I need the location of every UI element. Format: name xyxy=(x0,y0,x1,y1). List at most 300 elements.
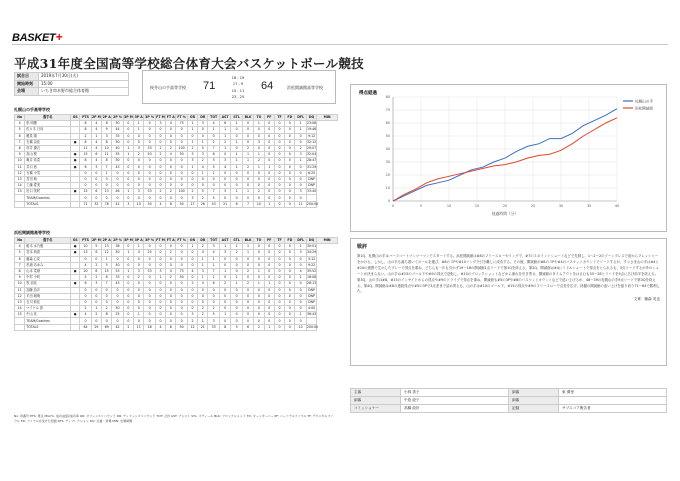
y-tick-label: 60 xyxy=(385,121,390,126)
table-cell: 71 xyxy=(80,201,91,207)
table-cell: 0 xyxy=(198,293,208,299)
table-cell: 2 xyxy=(166,275,176,281)
table-row xyxy=(15,201,338,207)
table-cell: 5 xyxy=(208,195,219,201)
table-cell: 25 xyxy=(144,250,155,256)
logo-plus: + xyxy=(55,30,63,44)
table-cell: 0 xyxy=(155,158,165,164)
table-cell: 0 xyxy=(219,256,230,262)
table-cell: 26 xyxy=(198,201,208,207)
table-cell: 46 xyxy=(112,189,123,195)
table-cell: 0 xyxy=(208,183,219,189)
table-cell: 33 xyxy=(208,324,219,330)
table-cell: 0 xyxy=(219,299,230,305)
table-cell: 3 xyxy=(187,152,197,158)
table-cell: 6 xyxy=(15,256,25,262)
table-cell: 0 xyxy=(285,293,295,299)
table-cell: 33 xyxy=(112,133,123,139)
column-header: FT M xyxy=(156,115,165,120)
column-header: PF xyxy=(264,238,274,244)
table-cell: 0 xyxy=(285,189,295,195)
table-cell: 1 xyxy=(123,268,133,274)
y-tick-label: 0 xyxy=(387,199,390,204)
table-cell: 0 xyxy=(242,275,253,281)
table-cell: 10 xyxy=(295,324,306,330)
table-cell: 1 xyxy=(134,312,144,318)
table-cell: 0 xyxy=(295,170,306,176)
official-name: 東 優里 xyxy=(559,389,667,397)
table-cell: 0 xyxy=(274,201,284,207)
table-cell: 43 xyxy=(112,281,123,287)
table-cell: 0 xyxy=(166,312,176,318)
table-cell: 3 xyxy=(219,158,230,164)
table-cell: 0 xyxy=(155,244,165,250)
table-cell: 21 xyxy=(219,201,230,207)
column-header: TO xyxy=(254,238,264,244)
table-cell: 100 xyxy=(176,145,187,151)
table-cell: 0 xyxy=(187,176,197,182)
table-cell: 0 xyxy=(254,306,264,312)
table-cell: 5 xyxy=(208,164,219,170)
table-cell: 0 xyxy=(198,183,208,189)
table-cell: 藤森 心花 xyxy=(25,256,71,262)
info-row xyxy=(15,73,129,81)
table-cell: 0 xyxy=(285,183,295,189)
table-cell: 0 xyxy=(144,244,155,250)
table-cell: 6 xyxy=(208,152,219,158)
table-cell: 5 xyxy=(198,189,208,195)
table-cell: 1 xyxy=(198,275,208,281)
table-cell: 1 xyxy=(254,152,264,158)
table-cell: 0 xyxy=(254,127,264,133)
column-header: DFL xyxy=(295,115,306,121)
table-cell: 0 xyxy=(144,127,155,133)
table-cell: ● xyxy=(71,250,80,256)
table-cell: 0 xyxy=(274,133,284,139)
column-header: 2P % xyxy=(113,238,122,243)
table-cell: 0 xyxy=(91,299,101,305)
table-cell: ● xyxy=(71,164,80,170)
table-cell: 18:08 xyxy=(306,275,317,280)
table-cell: 0 xyxy=(112,318,123,324)
table-cell: 0 xyxy=(166,127,176,133)
table-cell: 0 xyxy=(242,183,253,189)
table-cell: 6 xyxy=(219,121,230,127)
table-cell: 32:12 xyxy=(306,139,317,144)
table-cell: 0 xyxy=(295,287,306,293)
table-cell: 33:40 xyxy=(306,189,317,194)
table-cell: 0 xyxy=(274,312,284,318)
y-tick-label: 50 xyxy=(385,134,390,139)
table-cell: 1 xyxy=(254,268,264,274)
table-cell: 1 xyxy=(134,127,144,133)
table-cell: 0 xyxy=(187,299,197,305)
table-cell: 3 xyxy=(134,268,144,274)
column-header: No xyxy=(15,238,25,244)
table-cell: 0 xyxy=(219,176,230,182)
table-cell: 0 xyxy=(187,262,197,268)
table-cell: 5 xyxy=(198,145,208,151)
table-cell: 1 xyxy=(219,133,230,139)
table-cell: 0 xyxy=(187,170,197,176)
officials-row xyxy=(351,389,667,397)
table-cell: 4 xyxy=(208,250,219,256)
table-cell: 0 xyxy=(198,127,208,133)
column-header: MIN xyxy=(317,238,338,244)
table-cell: 1 xyxy=(242,250,253,256)
home-team-name: 桜井山の手高等学校 xyxy=(150,85,186,90)
table-cell: 1 xyxy=(198,256,208,262)
table-cell: 7 xyxy=(208,268,219,274)
x-tick-label: 20 xyxy=(502,204,508,208)
table-cell: 3 xyxy=(91,164,101,170)
column-header: FT % xyxy=(177,238,186,243)
table-cell: 0 xyxy=(134,281,144,287)
table-cell: 1 xyxy=(198,139,208,145)
table-cell: 0 xyxy=(80,183,91,189)
table-cell: 1 xyxy=(219,268,230,274)
table-cell: 0 xyxy=(274,121,284,127)
table-cell: 0 xyxy=(134,318,144,324)
table-cell: 14 xyxy=(15,306,25,312)
table-cell: 4 xyxy=(155,201,165,207)
table-cell xyxy=(71,324,80,330)
table-cell: 0 xyxy=(176,183,187,189)
table-cell: 6 xyxy=(102,275,112,281)
table-cell: 0 xyxy=(102,195,112,201)
table-cell: 0 xyxy=(219,293,230,299)
table-cell: 1 xyxy=(264,281,274,287)
table-cell: 38 xyxy=(112,244,123,250)
table-cell: ● xyxy=(71,139,80,145)
table-cell: 1 xyxy=(264,324,274,330)
team-a-stats-table xyxy=(14,114,338,208)
table-cell: 0 xyxy=(123,281,133,287)
column-header: 3P M xyxy=(123,115,133,120)
table-cell: 0 xyxy=(102,318,112,324)
column-header: TF xyxy=(274,238,284,244)
table-cell: 34:29 xyxy=(306,250,317,255)
game-info-table xyxy=(14,72,129,96)
table-cell: 0 xyxy=(134,262,144,268)
table-cell: 5 xyxy=(208,158,219,164)
table-cell: 1 xyxy=(198,170,208,176)
table-cell: 1 xyxy=(242,152,253,158)
table-cell: 1 xyxy=(219,127,230,133)
table-cell: DNP xyxy=(308,183,315,188)
table-cell: 0 xyxy=(231,299,242,305)
table-cell: 4 xyxy=(198,250,208,256)
table-cell: 0 xyxy=(242,127,253,133)
table-cell: 0 xyxy=(231,262,242,268)
table-cell: 4 xyxy=(91,121,101,127)
table-cell: 4 xyxy=(134,250,144,256)
table-cell: 8 xyxy=(15,268,25,274)
table-cell: 0 xyxy=(274,170,284,176)
table-cell: 0 xyxy=(123,121,133,127)
table-cell: 0 xyxy=(208,287,219,293)
table-cell: 1 xyxy=(102,170,112,176)
table-cell: 0 xyxy=(285,244,295,250)
table-cell: 0 xyxy=(285,139,295,145)
table-cell: 0 xyxy=(285,158,295,164)
table-cell: 0 xyxy=(231,133,242,139)
table-cell: 3 xyxy=(155,121,165,127)
table-cell: 2 xyxy=(254,324,264,330)
table-cell: 0 xyxy=(285,306,295,312)
table-cell: 0 xyxy=(274,139,284,145)
column-header: GS xyxy=(71,238,80,244)
legend-entry: 浜松開誠館 xyxy=(635,106,653,111)
table-cell: 0 xyxy=(144,121,155,127)
table-cell: 0 xyxy=(264,158,274,164)
table-cell: 0 xyxy=(285,275,295,281)
table-cell: 0 xyxy=(231,176,242,182)
table-cell: 2 xyxy=(231,250,242,256)
table-cell: 0 xyxy=(264,262,274,268)
table-cell: 9 xyxy=(102,127,112,133)
table-cell: 0 xyxy=(274,145,284,151)
table-cell: 12 xyxy=(15,170,25,176)
table-cell: 0 xyxy=(112,170,123,176)
officials-table xyxy=(350,388,667,413)
table-cell: 1 xyxy=(134,121,144,127)
table-cell: 7 xyxy=(15,262,25,268)
table-cell: 0 xyxy=(176,318,187,324)
table-cell: 11 xyxy=(295,201,306,207)
y-tick-label: 20 xyxy=(385,173,390,178)
column-header: PTS xyxy=(80,238,91,244)
logo xyxy=(12,30,62,44)
table-cell: 0 xyxy=(295,176,306,182)
officials-row xyxy=(351,397,667,405)
table-cell: 0 xyxy=(166,133,176,139)
column-header: FT % xyxy=(177,115,186,120)
table-cell: 0 xyxy=(219,152,230,158)
table-cell: 69 xyxy=(102,324,112,330)
table-cell: 0 xyxy=(274,244,284,250)
table-cell: 0 xyxy=(134,299,144,305)
table-cell: 6 xyxy=(80,281,91,287)
table-cell: 2 xyxy=(134,152,144,158)
table-cell: 0 xyxy=(219,287,230,293)
table-cell: 4 xyxy=(166,121,176,127)
table-cell: 0 xyxy=(112,256,123,262)
table-cell: 0 xyxy=(144,176,155,182)
table-cell: 0 xyxy=(208,176,219,182)
table-cell: 0 xyxy=(80,299,91,305)
table-cell: 0 xyxy=(264,127,274,133)
table-cell: 1 xyxy=(254,281,264,287)
table-cell: 0 xyxy=(285,256,295,262)
table-cell: 0 xyxy=(295,299,306,305)
table-cell: 2 xyxy=(198,312,208,318)
table-cell: 0 xyxy=(295,164,306,170)
table-cell: 0 xyxy=(134,133,144,139)
table-cell: 1 xyxy=(187,127,197,133)
table-cell: 0 xyxy=(144,158,155,164)
table-cell: 0 xyxy=(274,262,284,268)
table-cell: 0 xyxy=(274,324,284,330)
table-cell: 8 xyxy=(166,201,176,207)
table-cell: 0 xyxy=(274,256,284,262)
table-cell: 8 xyxy=(102,121,112,127)
table-cell: 32 xyxy=(91,201,101,207)
table-cell: 0 xyxy=(80,195,91,201)
table-cell: 0 xyxy=(274,299,284,305)
table-cell: 13 xyxy=(102,244,112,250)
table-cell: 0 xyxy=(112,176,123,182)
table-cell: 11 xyxy=(102,152,112,158)
table-cell: 50 xyxy=(112,250,123,256)
table-cell: 0 xyxy=(295,293,306,299)
table-cell: 0 xyxy=(176,176,187,182)
table-cell: 0 xyxy=(242,312,253,318)
table-cell: 3 xyxy=(134,189,144,195)
table-cell: 0 xyxy=(102,287,112,293)
table-cell: 0 xyxy=(91,170,101,176)
chart-svg xyxy=(351,85,668,233)
table-cell: DNP xyxy=(308,293,315,298)
table-cell: 0 xyxy=(166,164,176,170)
table-cell: DNP xyxy=(308,299,315,304)
table-cell: 0 xyxy=(155,176,165,182)
table-cell: 0 xyxy=(285,318,295,324)
table-cell: 3 xyxy=(254,139,264,145)
table-cell: 11 xyxy=(15,164,25,170)
table-cell: 3 xyxy=(198,121,208,127)
table-cell: 200:00 xyxy=(306,324,319,329)
table-cell: DNP xyxy=(308,287,315,292)
table-cell: 50 xyxy=(176,275,187,281)
table-cell: 2 xyxy=(208,139,219,145)
table-cell: 2 xyxy=(242,145,253,151)
table-cell: TEAM/Coaches xyxy=(25,318,71,324)
team-b-label: 浜松開誠館高等学校 xyxy=(14,230,50,235)
table-cell: 0 xyxy=(123,299,133,305)
table-cell: 3 xyxy=(91,281,101,287)
table-cell: 1 xyxy=(208,262,219,268)
table-cell: 1 xyxy=(134,244,144,250)
table-cell: 8 xyxy=(80,127,91,133)
table-cell: 3:12 xyxy=(307,256,316,261)
table-cell: 0 xyxy=(91,183,101,189)
column-header: 2P % xyxy=(113,115,122,120)
table-cell: 50 xyxy=(112,139,123,145)
table-cell: 0 xyxy=(285,201,295,207)
table-cell: 0 xyxy=(219,306,230,312)
table-cell: 1 xyxy=(231,139,242,145)
column-header: 2P A xyxy=(102,115,111,120)
page-title: 平成31年度全国高等学校総合体育大会バスケットボール競技 xyxy=(14,56,364,71)
table-cell: 1 xyxy=(187,244,197,250)
stats-legend: No: 背番号 PTS: 得点 M/A/%: 成功/試投/成功率 OR: オフェンスリバウンド DR: ディフェンスリバウンド TOT: 合計 AST: アシスト STL: スティール BLK: ブロックショット TO: ターンオーバー PF: パーソナルファウル TF: テクニカルファウル FD: ファウルを受けた回数 DFL: ディフレクション DQ: 失格・退場 MIN: 出場時間 xyxy=(14,414,334,424)
column-header: PF xyxy=(264,115,274,121)
table-cell: 3 xyxy=(295,152,306,158)
table-cell: 1 xyxy=(208,127,219,133)
table-cell: 40 xyxy=(112,145,123,151)
table-cell: 工藤 愛美 xyxy=(25,183,71,189)
table-cell xyxy=(15,201,25,207)
table-cell: 0 xyxy=(102,293,112,299)
table-cell: 0 xyxy=(80,318,91,324)
table-cell: 1 xyxy=(198,318,208,324)
table-cell: 23:08 xyxy=(306,121,317,126)
table-cell: 2 xyxy=(198,195,208,201)
table-cell: 13 xyxy=(15,176,25,182)
table-cell: 4 xyxy=(198,164,208,170)
table-cell: 0 xyxy=(264,250,274,256)
table-cell: 0 xyxy=(166,158,176,164)
table-cell: 1 xyxy=(231,121,242,127)
column-header: BLK xyxy=(242,115,253,121)
table-cell: 0 xyxy=(274,306,284,312)
table-cell: 0 xyxy=(295,139,306,145)
table-cell: 0 xyxy=(144,195,155,201)
table-cell: 0 xyxy=(134,170,144,176)
table-cell: 1 xyxy=(219,244,230,250)
table-cell: 78 xyxy=(102,201,112,207)
table-cell: 0 xyxy=(264,312,274,318)
table-cell: 4 xyxy=(295,268,306,274)
table-cell: 0 xyxy=(144,183,155,189)
table-cell: 55 xyxy=(112,152,123,158)
table-cell: マイケル 恵 xyxy=(25,306,71,312)
table-cell: 0 xyxy=(112,299,123,305)
table-cell: 1 xyxy=(123,145,133,151)
table-cell: 0 xyxy=(274,293,284,299)
away-team-name: 浜松開誠館高等学校 xyxy=(287,85,323,90)
table-cell: 0 xyxy=(187,133,197,139)
table-cell: 0 xyxy=(144,306,155,312)
table-cell: 0 xyxy=(144,275,155,281)
table-cell: 0 xyxy=(134,306,144,312)
table-cell: 0 xyxy=(219,170,230,176)
column-header: FD xyxy=(285,115,295,121)
table-cell: 1 xyxy=(231,189,242,195)
table-cell: 0 xyxy=(134,164,144,170)
table-cell: 0 xyxy=(274,158,284,164)
table-cell: 0 xyxy=(80,287,91,293)
table-cell: 36:43 xyxy=(306,312,317,317)
table-cell: 44 xyxy=(112,127,123,133)
column-header: DR xyxy=(198,238,208,244)
table-cell: 2 xyxy=(187,145,197,151)
table-cell: 9 xyxy=(15,152,25,158)
table-cell: 0 xyxy=(102,299,112,305)
table-cell: 0 xyxy=(242,139,253,145)
table-cell: 0 xyxy=(231,306,242,312)
table-cell: 1 xyxy=(295,121,306,127)
table-cell: 1 xyxy=(155,275,165,281)
table-cell: 0 xyxy=(274,287,284,293)
table-cell: 0 xyxy=(176,127,187,133)
table-cell: 0 xyxy=(242,195,253,201)
score-progress-chart xyxy=(350,84,667,232)
table-cell: 0 xyxy=(166,244,176,250)
column-header: TF xyxy=(274,115,284,121)
table-cell: 6 xyxy=(91,250,101,256)
table-cell: 0 xyxy=(219,275,230,281)
table-cell: 33 xyxy=(112,275,123,281)
table-cell: 2 xyxy=(254,189,264,195)
table-cell: 0 xyxy=(176,287,187,293)
table-cell: 3 xyxy=(187,195,197,201)
x-tick-label: 40 xyxy=(614,204,620,208)
table-cell: 0 xyxy=(285,268,295,274)
table-cell: 1 xyxy=(295,244,306,250)
table-cell: 0 xyxy=(176,139,187,145)
